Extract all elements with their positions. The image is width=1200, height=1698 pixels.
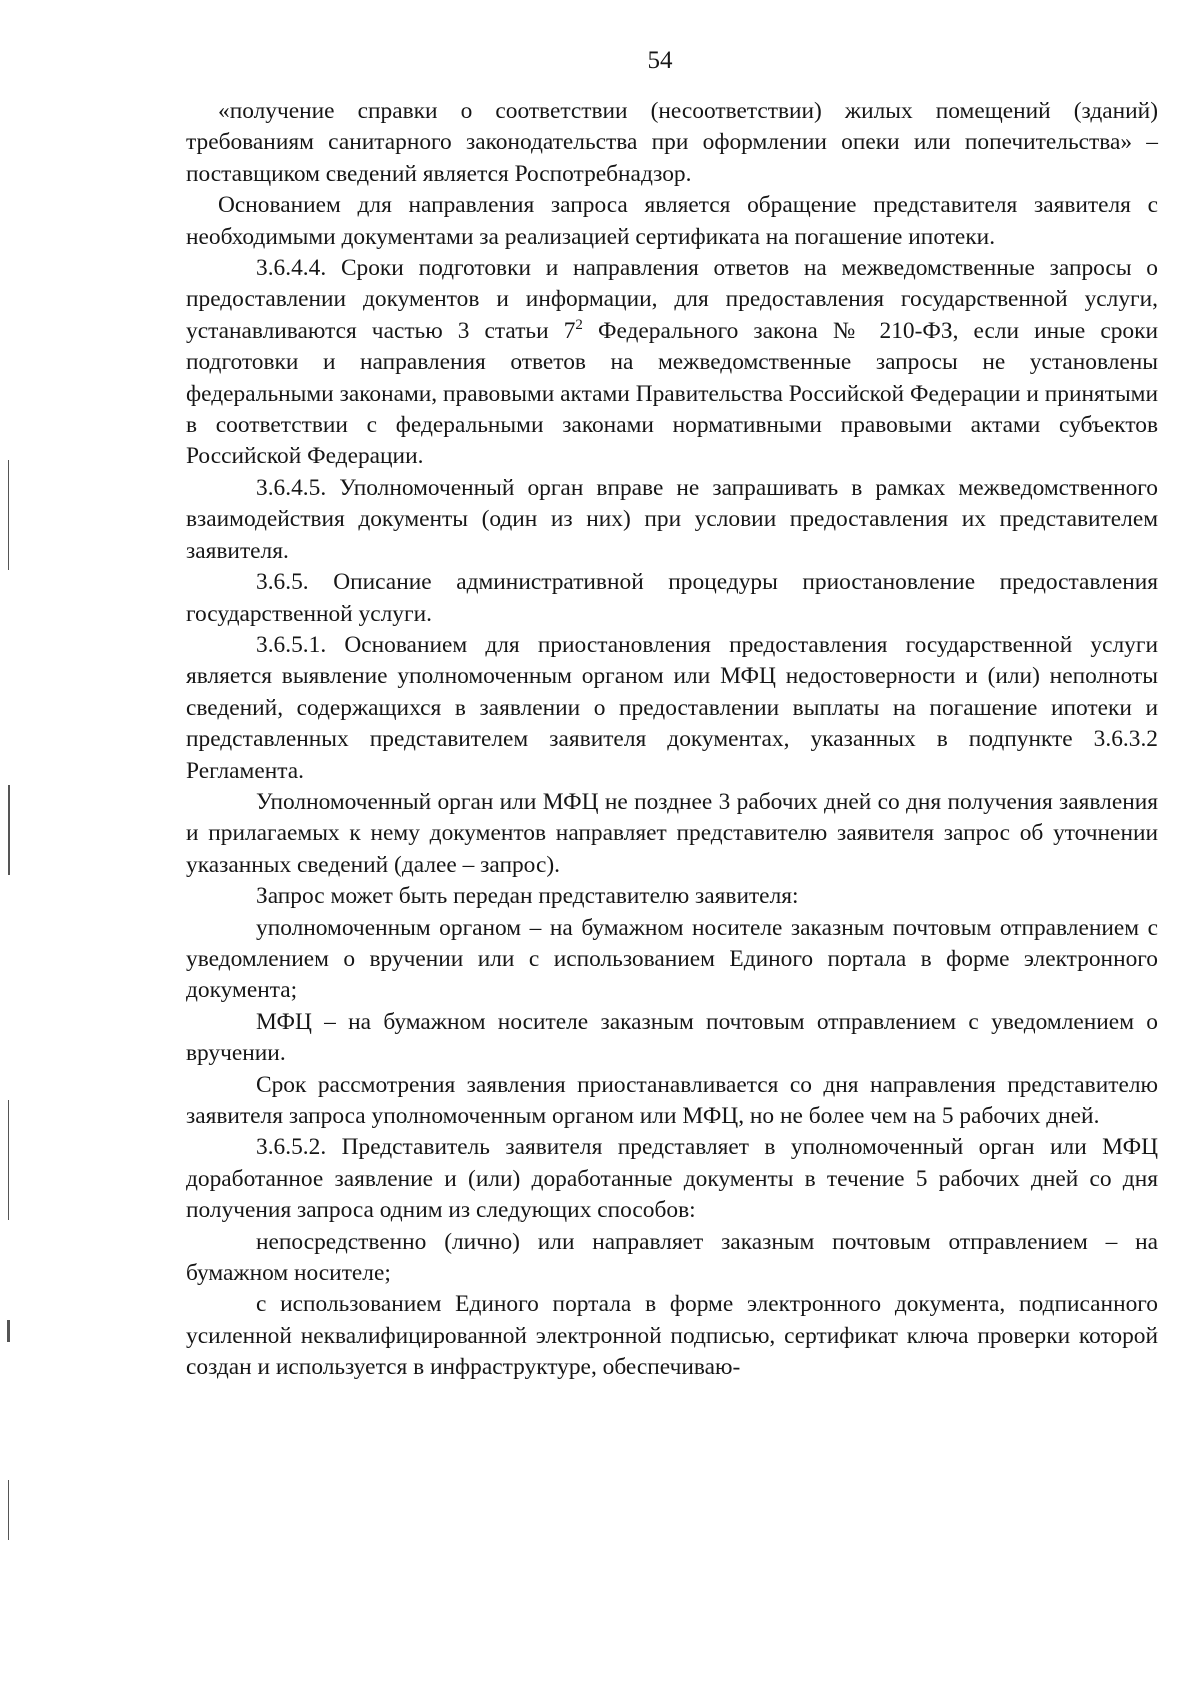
scan-artifact-line bbox=[8, 1480, 9, 1540]
superscript-article-number: 2 bbox=[575, 316, 583, 333]
paragraph-request-deadline: Уполномоченный орган или МФЦ не позднее 3 рабочих дней со дня получения заявления и прилагаемых к нему документов направляет представителю заявителя запрос об уточнении указанных сведений (далее – запрос). bbox=[186, 788, 1158, 878]
paragraph-3-6-4-5: 3.6.4.5. Уполномоченный орган вправе не запрашивать в рамках межведомственного взаимодействия документы (один из них) при условии предоставления их представителем заявителя. bbox=[186, 474, 1158, 564]
scan-artifact-line bbox=[8, 460, 9, 570]
paragraph-3-6-4-4-part-1: 3.6.4.4. Сроки подготовки и направления ответов на межведомственные запросы о предоставлении документов и информации, для предоставления государственной услуги, устанавливаются частью 3 статьи 7 bbox=[186, 255, 1158, 344]
paragraph-authorized-body: уполномоченным органом – на бумажном носителе заказным почтовым отправлением с уведомлением о вручении или с использованием Единого портала в форме электронного документа; bbox=[186, 914, 1158, 1004]
scan-artifact-line bbox=[8, 1100, 9, 1220]
paragraph-unified-portal: с использованием Единого портала в форме электронного документа, подписанного усиленной неквалифицированной электронной подписью, сертификат ключа проверки которой создан и используется в инфраструктуре, обеспечиваю- bbox=[186, 1291, 1158, 1381]
paragraph-3-6-5: 3.6.5. Описание административной процедуры приостановление предоставления государственной услуги. bbox=[186, 569, 1158, 627]
document-body bbox=[186, 96, 1158, 1384]
scan-artifact-line bbox=[8, 785, 10, 875]
paragraph-3-6-4-4-part-2: Федерального закона № 210-ФЗ, если иные сроки подготовки и направления ответов на межведомственные запросы не установлены федеральными законами, правовыми актами Правительства Российской Федерации и принятыми в соответствии с федеральными законами нормативными правовыми актами субъектов Российской Федерации. bbox=[186, 317, 1158, 470]
page-number: 54 bbox=[647, 47, 673, 74]
paragraph-continuation: «получение справки о соответствии (несоответствии) жилых помещений (зданий) требованиям санитарного законодательства при оформлении опеки или попечительства» – поставщиком сведений является Роспотребнадзор. bbox=[186, 98, 1158, 187]
paragraph-3-6-5-1: 3.6.5.1. Основанием для приостановления предоставления государственной услуги является выявление уполномоченным органом или МФЦ недостоверности и (или) неполноты сведений, содержащихся в заявлении о предоставлении выплаты на погашение ипотеки и представленных представителем заявителя документах, указанных в подпункте 3.6.3.2 Регламента. bbox=[186, 631, 1158, 784]
paragraph-request-transfer: Запрос может быть передан представителю заявителя: bbox=[256, 883, 799, 910]
paragraph-3-6-5-2: 3.6.5.2. Представитель заявителя представляет в уполномоченный орган или МФЦ доработанное заявление и (или) доработанные документы в течение 5 рабочих дней со дня получения запроса одним из следующих способов: bbox=[186, 1134, 1158, 1224]
paragraph-3-6-4-4 bbox=[186, 253, 1158, 473]
paragraph-mfc: МФЦ – на бумажном носителе заказным почтовым отправлением с уведомлением о вручении. bbox=[186, 1008, 1158, 1067]
paragraph-suspension-term: Срок рассмотрения заявления приостанавливается со дня направления представителю заявителя запроса уполномоченным органом или МФЦ, но не более чем на 5 рабочих дней. bbox=[186, 1071, 1158, 1129]
paragraph-request-basis: Основанием для направления запроса является обращение представителя заявителя с необходимыми документами за реализацией сертификата на погашение ипотеки. bbox=[186, 192, 1158, 250]
scan-artifact-line bbox=[7, 1320, 10, 1342]
paragraph-in-person: непосредственно (лично) или направляет заказным почтовым отправлением – на бумажном носителе; bbox=[186, 1228, 1158, 1287]
